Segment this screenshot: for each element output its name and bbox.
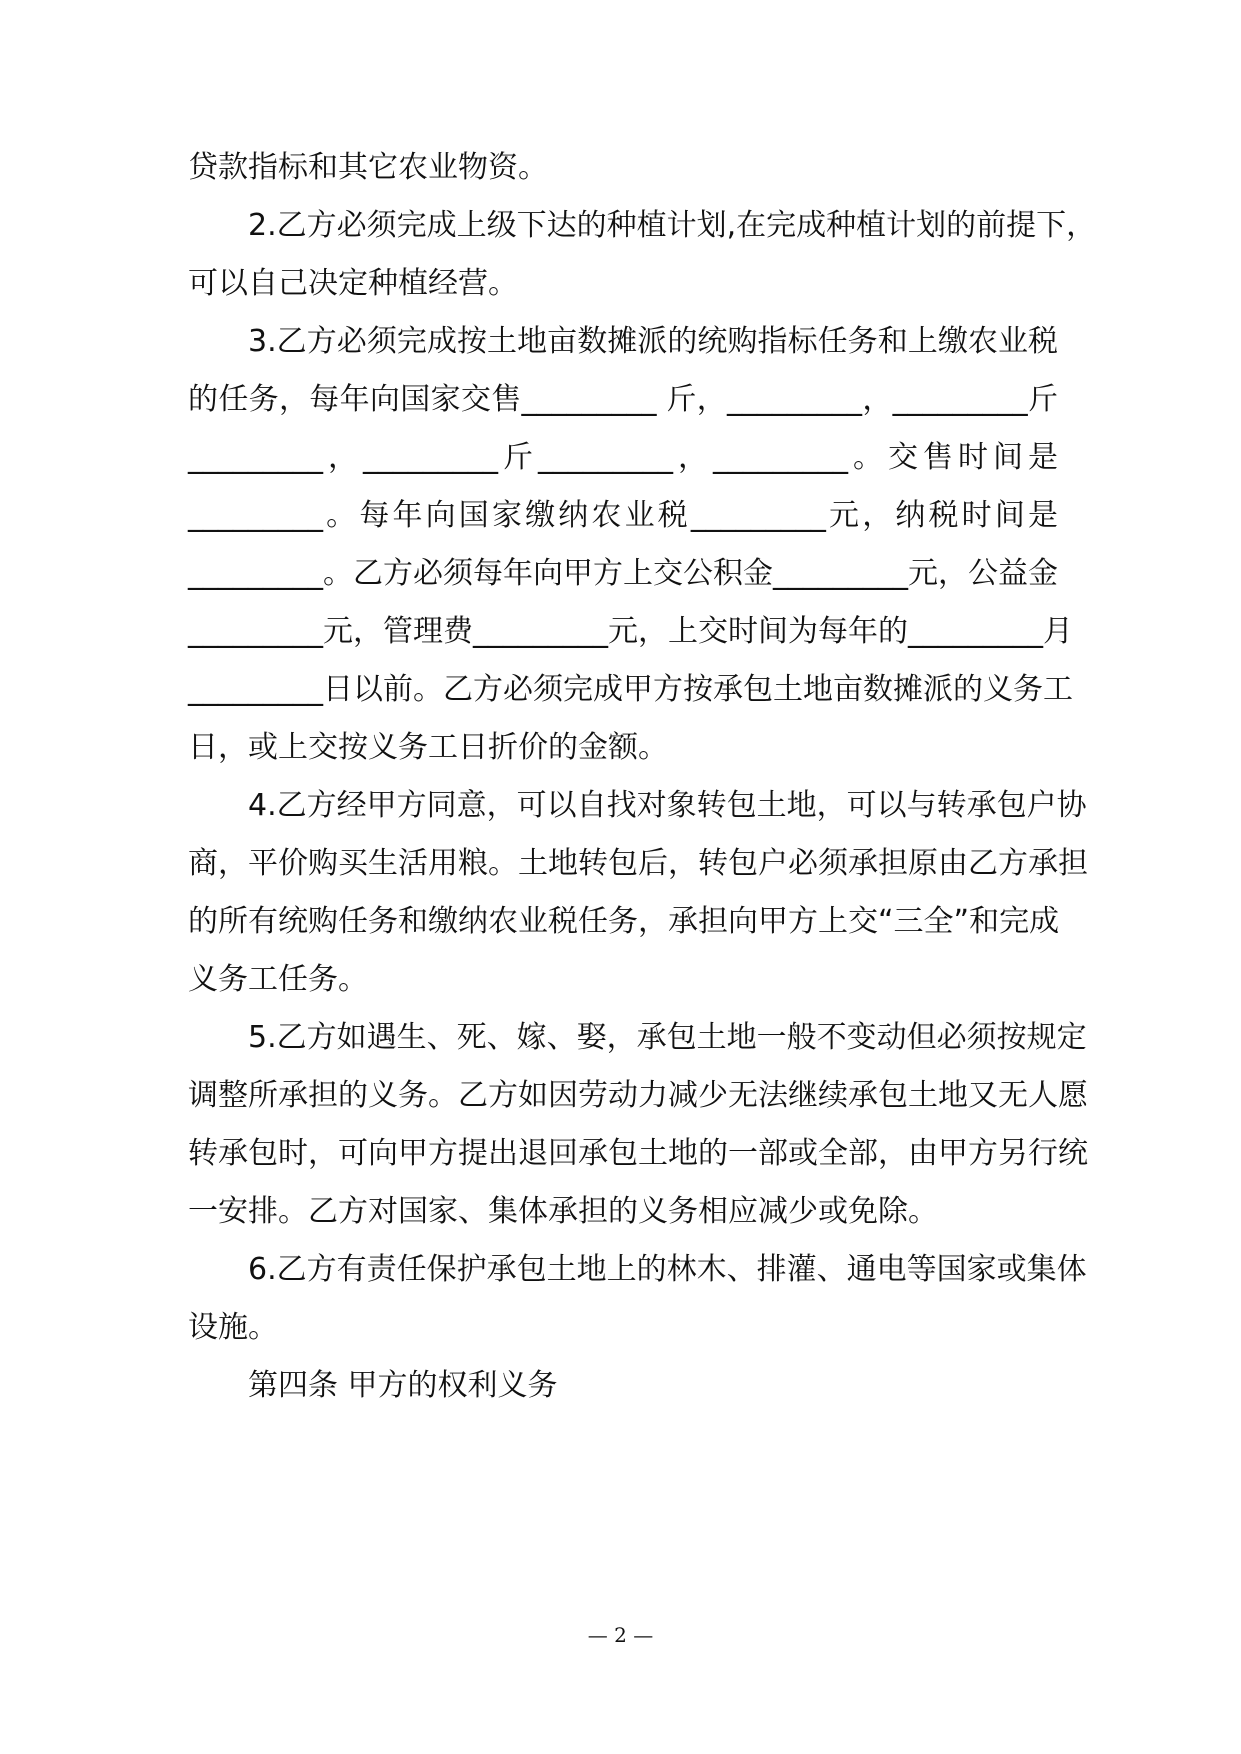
paragraph-5-line: 5.乙方如遇生、死、嫁、娶，承包土地一般不变动但必须按规定	[248, 1020, 1087, 1055]
text-line: 调整所承担的义务。乙方如因劳动力减少无法继续承包土地又无人愿	[188, 1078, 1088, 1113]
text-line: 一安排。乙方对国家、集体承担的义务相应减少或免除。	[188, 1194, 938, 1229]
text-line: _________元，管理费_________元，上交时间为每年的_________月	[188, 614, 1073, 649]
text-line: 日，或上交按义务工日折价的金额。	[188, 730, 668, 765]
text-line: _________。每年向国家缴纳农业税_________元，纳税时间是	[188, 498, 1058, 533]
text-line: _________，_________斤_________，_________。交售时间是	[188, 440, 1058, 475]
paragraph-4-line: 4.乙方经甲方同意，可以自找对象转包土地，可以与转承包户协	[248, 788, 1087, 823]
text-line: 贷款指标和其它农业物资。	[188, 150, 548, 185]
text-line: 的所有统购任务和缴纳农业税任务，承担向甲方上交“三全”和完成	[188, 904, 1060, 939]
text-line: 义务工任务。	[188, 962, 368, 997]
text-line: 商，平价购买生活用粮。土地转包后，转包户必须承担原由乙方承担	[188, 846, 1088, 881]
text-line: 可以自己决定种植经营。	[188, 266, 518, 301]
text-line: 的任务，每年向国家交售_________ 斤，_________，_________斤	[188, 382, 1058, 417]
text-line: _________日以前。乙方必须完成甲方按承包土地亩数摊派的义务工	[188, 672, 1073, 707]
section-heading: 第四条 甲方的权利义务	[248, 1368, 558, 1403]
paragraph-3-line: 3.乙方必须完成按土地亩数摊派的统购指标任务和上缴农业税	[248, 324, 1058, 359]
text-line: _________。乙方必须每年向甲方上交公积金_________元，公益金	[188, 556, 1058, 591]
text-line: 设施。	[188, 1310, 278, 1345]
paragraph-2-line: 2.乙方必须完成上级下达的种植计划,在完成种植计划的前提下，	[248, 208, 1097, 243]
text-line: 转承包时，可向甲方提出退回承包土地的一部或全部，由甲方另行统	[188, 1136, 1088, 1171]
paragraph-6-line: 6.乙方有责任保护承包土地上的林木、排灌、通电等国家或集体	[248, 1252, 1087, 1287]
page-number: — 2 —	[587, 1623, 654, 1647]
